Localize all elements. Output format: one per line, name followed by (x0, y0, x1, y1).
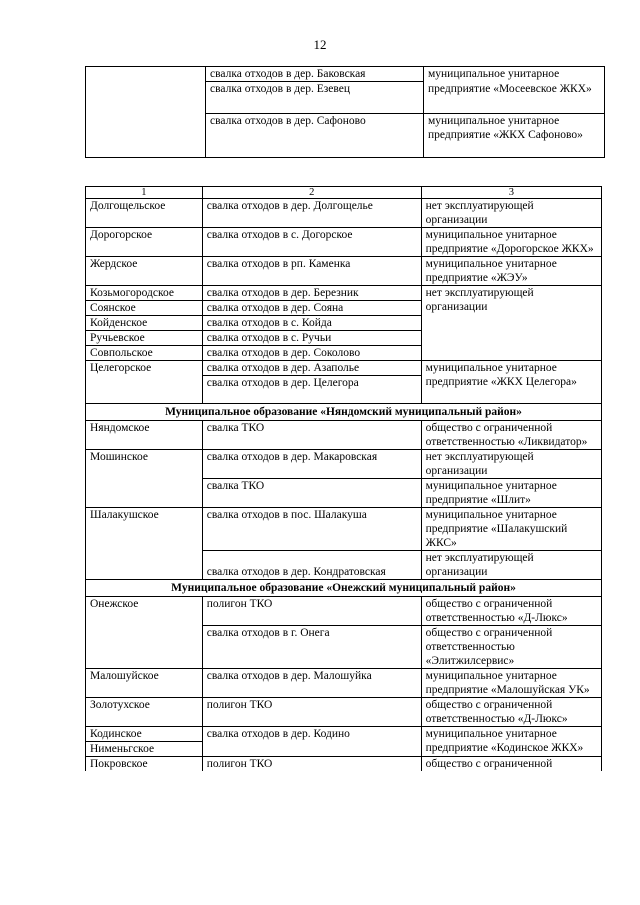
operator-cell: нет эксплуатирующей организации (421, 199, 601, 228)
section-title: Муниципальное образование «Онежский муниципальный район» (86, 580, 602, 597)
table-cell (86, 82, 206, 114)
continuation-table (85, 66, 605, 158)
municipality-cell: Мошинское (86, 450, 203, 508)
operator-cell: общество с ограниченной ответственностью «Д-Люкс» (421, 698, 601, 727)
site-cell: свалка отходов в дер. Кондратовская (202, 551, 421, 580)
municipality-name: Койденское (86, 316, 202, 331)
table-row (86, 698, 602, 727)
site-cell: свалка отходов в дер. Долгощелье (202, 199, 421, 228)
operator-cell: муниципальное унитарное предприятие «Дорогорское ЖКХ» (421, 228, 601, 257)
municipality-group-cell (86, 286, 203, 361)
municipality-name: Совпольское (90, 347, 153, 359)
site-name: свалка отходов в дер. Березник (203, 286, 421, 301)
operator-cell: муниципальное унитарное предприятие «Шлит» (421, 479, 601, 508)
site-name: свалка отходов в дер. Соколово (206, 347, 361, 359)
site-name: свалка отходов в с. Койда (203, 316, 421, 331)
operator-cell: общество с ограниченной ответственностью «Элитжилсервис» (421, 626, 601, 669)
table-cell: свалка отходов в дер. Баковская (206, 67, 424, 82)
site-group-cell (202, 286, 421, 361)
table-row (86, 508, 602, 551)
municipality-group-cell (86, 727, 203, 757)
municipality-name: Козьмогородское (86, 286, 202, 301)
table-row-group (86, 286, 602, 361)
column-header: 1 (86, 187, 203, 199)
column-header: 2 (202, 187, 421, 199)
municipality-name: Ручьевское (86, 331, 202, 346)
table-row (86, 757, 602, 772)
site-cell: свалка отходов в дер. Макаровская (202, 450, 421, 479)
table-cell: муниципальное унитарное (424, 67, 605, 82)
table-row (86, 199, 602, 228)
site-cell: свалка отходов в рп. Каменка (202, 257, 421, 286)
site-cell: свалка отходов в дер. Целегора (202, 376, 421, 404)
site-cell: свалка отходов в пос. Шалакуша (202, 508, 421, 551)
table-row (86, 597, 602, 626)
site-cell: свалка ТКО (202, 479, 421, 508)
table-cell: свалка отходов в дер. Езевец (206, 82, 424, 114)
municipality-cell: Долгощельское (86, 199, 203, 228)
municipality-cell: Целегорское (86, 361, 203, 404)
table-cell: муниципальное унитарное предприятие «ЖКХ Сафоново» (424, 114, 605, 158)
municipality-cell: Малошуйское (86, 669, 203, 698)
site-cell: свалка отходов в дер. Малошуйка (202, 669, 421, 698)
municipality-name: Кодинское (86, 727, 202, 742)
municipality-name: Соянское (86, 301, 202, 316)
operator-cell: нет эксплуатирующей организации (421, 551, 601, 580)
section-header-row (86, 580, 602, 597)
municipality-cell: Дорогорское (86, 228, 203, 257)
site-cell: свалка отходов в с. Догорское (202, 228, 421, 257)
municipality-cell: Онежское (86, 597, 203, 669)
site-name: свалка отходов в дер. Сояна (203, 301, 421, 316)
operator-cell: общество с ограниченной ответственностью «Д-Люкс» (421, 597, 601, 626)
operator-cell: нет эксплуатирующей организации (421, 450, 601, 479)
table-cell (86, 114, 206, 158)
table-cell (86, 67, 206, 82)
page-number: 12 (313, 37, 327, 52)
municipality-cell: Шалакушское (86, 508, 203, 580)
operator-cell: муниципальное унитарное предприятие «Кодинское ЖКХ» (421, 727, 601, 757)
table-row (86, 361, 602, 376)
table-row (86, 67, 605, 82)
table-row (86, 727, 602, 757)
table-row (86, 228, 602, 257)
site-cell: свалка ТКО (202, 421, 421, 450)
table-row (86, 114, 605, 158)
municipality-cell: Няндомское (86, 421, 203, 450)
site-cell: полигон ТКО (202, 757, 421, 772)
table-row (86, 450, 602, 479)
landfill-table (85, 186, 602, 771)
operator-cell: муниципальное унитарное предприятие «Шалакушский ЖКС» (421, 508, 601, 551)
table-row (86, 669, 602, 698)
site-cell: полигон ТКО (202, 597, 421, 626)
operator-cell: общество с ограниченной (421, 757, 601, 772)
site-cell: свалка отходов в г. Онега (202, 626, 421, 669)
municipality-cell: Золотухское (86, 698, 203, 727)
operator-cell: муниципальное унитарное предприятие «ЖЭУ» (421, 257, 601, 286)
table-row (86, 421, 602, 450)
site-cell: свалка отходов в дер. Кодино (202, 727, 421, 757)
operator-cell: муниципальное унитарное предприятие «ЖКХ Целегора» (421, 361, 601, 404)
site-name: свалка отходов в с. Ручьи (203, 331, 421, 346)
municipality-cell: Жердское (86, 257, 203, 286)
table-row (86, 257, 602, 286)
operator-cell: нет эксплуатирующей организации (421, 286, 601, 361)
table-cell: свалка отходов в дер. Сафоново (206, 114, 424, 158)
site-cell: свалка отходов в дер. Азаполье (202, 361, 421, 376)
operator-cell: общество с ограниченной ответственностью «Ликвидатор» (421, 421, 601, 450)
section-header-row (86, 404, 602, 421)
header-row (86, 187, 602, 199)
operator-cell: муниципальное унитарное предприятие «Малошуйская УК» (421, 669, 601, 698)
column-header: 3 (421, 187, 601, 199)
municipality-name: Нименьгское (90, 743, 155, 755)
municipality-cell: Покровское (86, 757, 203, 772)
table-cell: предприятие «Мосеевское ЖКХ» (424, 82, 605, 114)
table-row (86, 82, 605, 114)
site-cell: полигон ТКО (202, 698, 421, 727)
section-title: Муниципальное образование «Няндомский муниципальный район» (86, 404, 602, 421)
